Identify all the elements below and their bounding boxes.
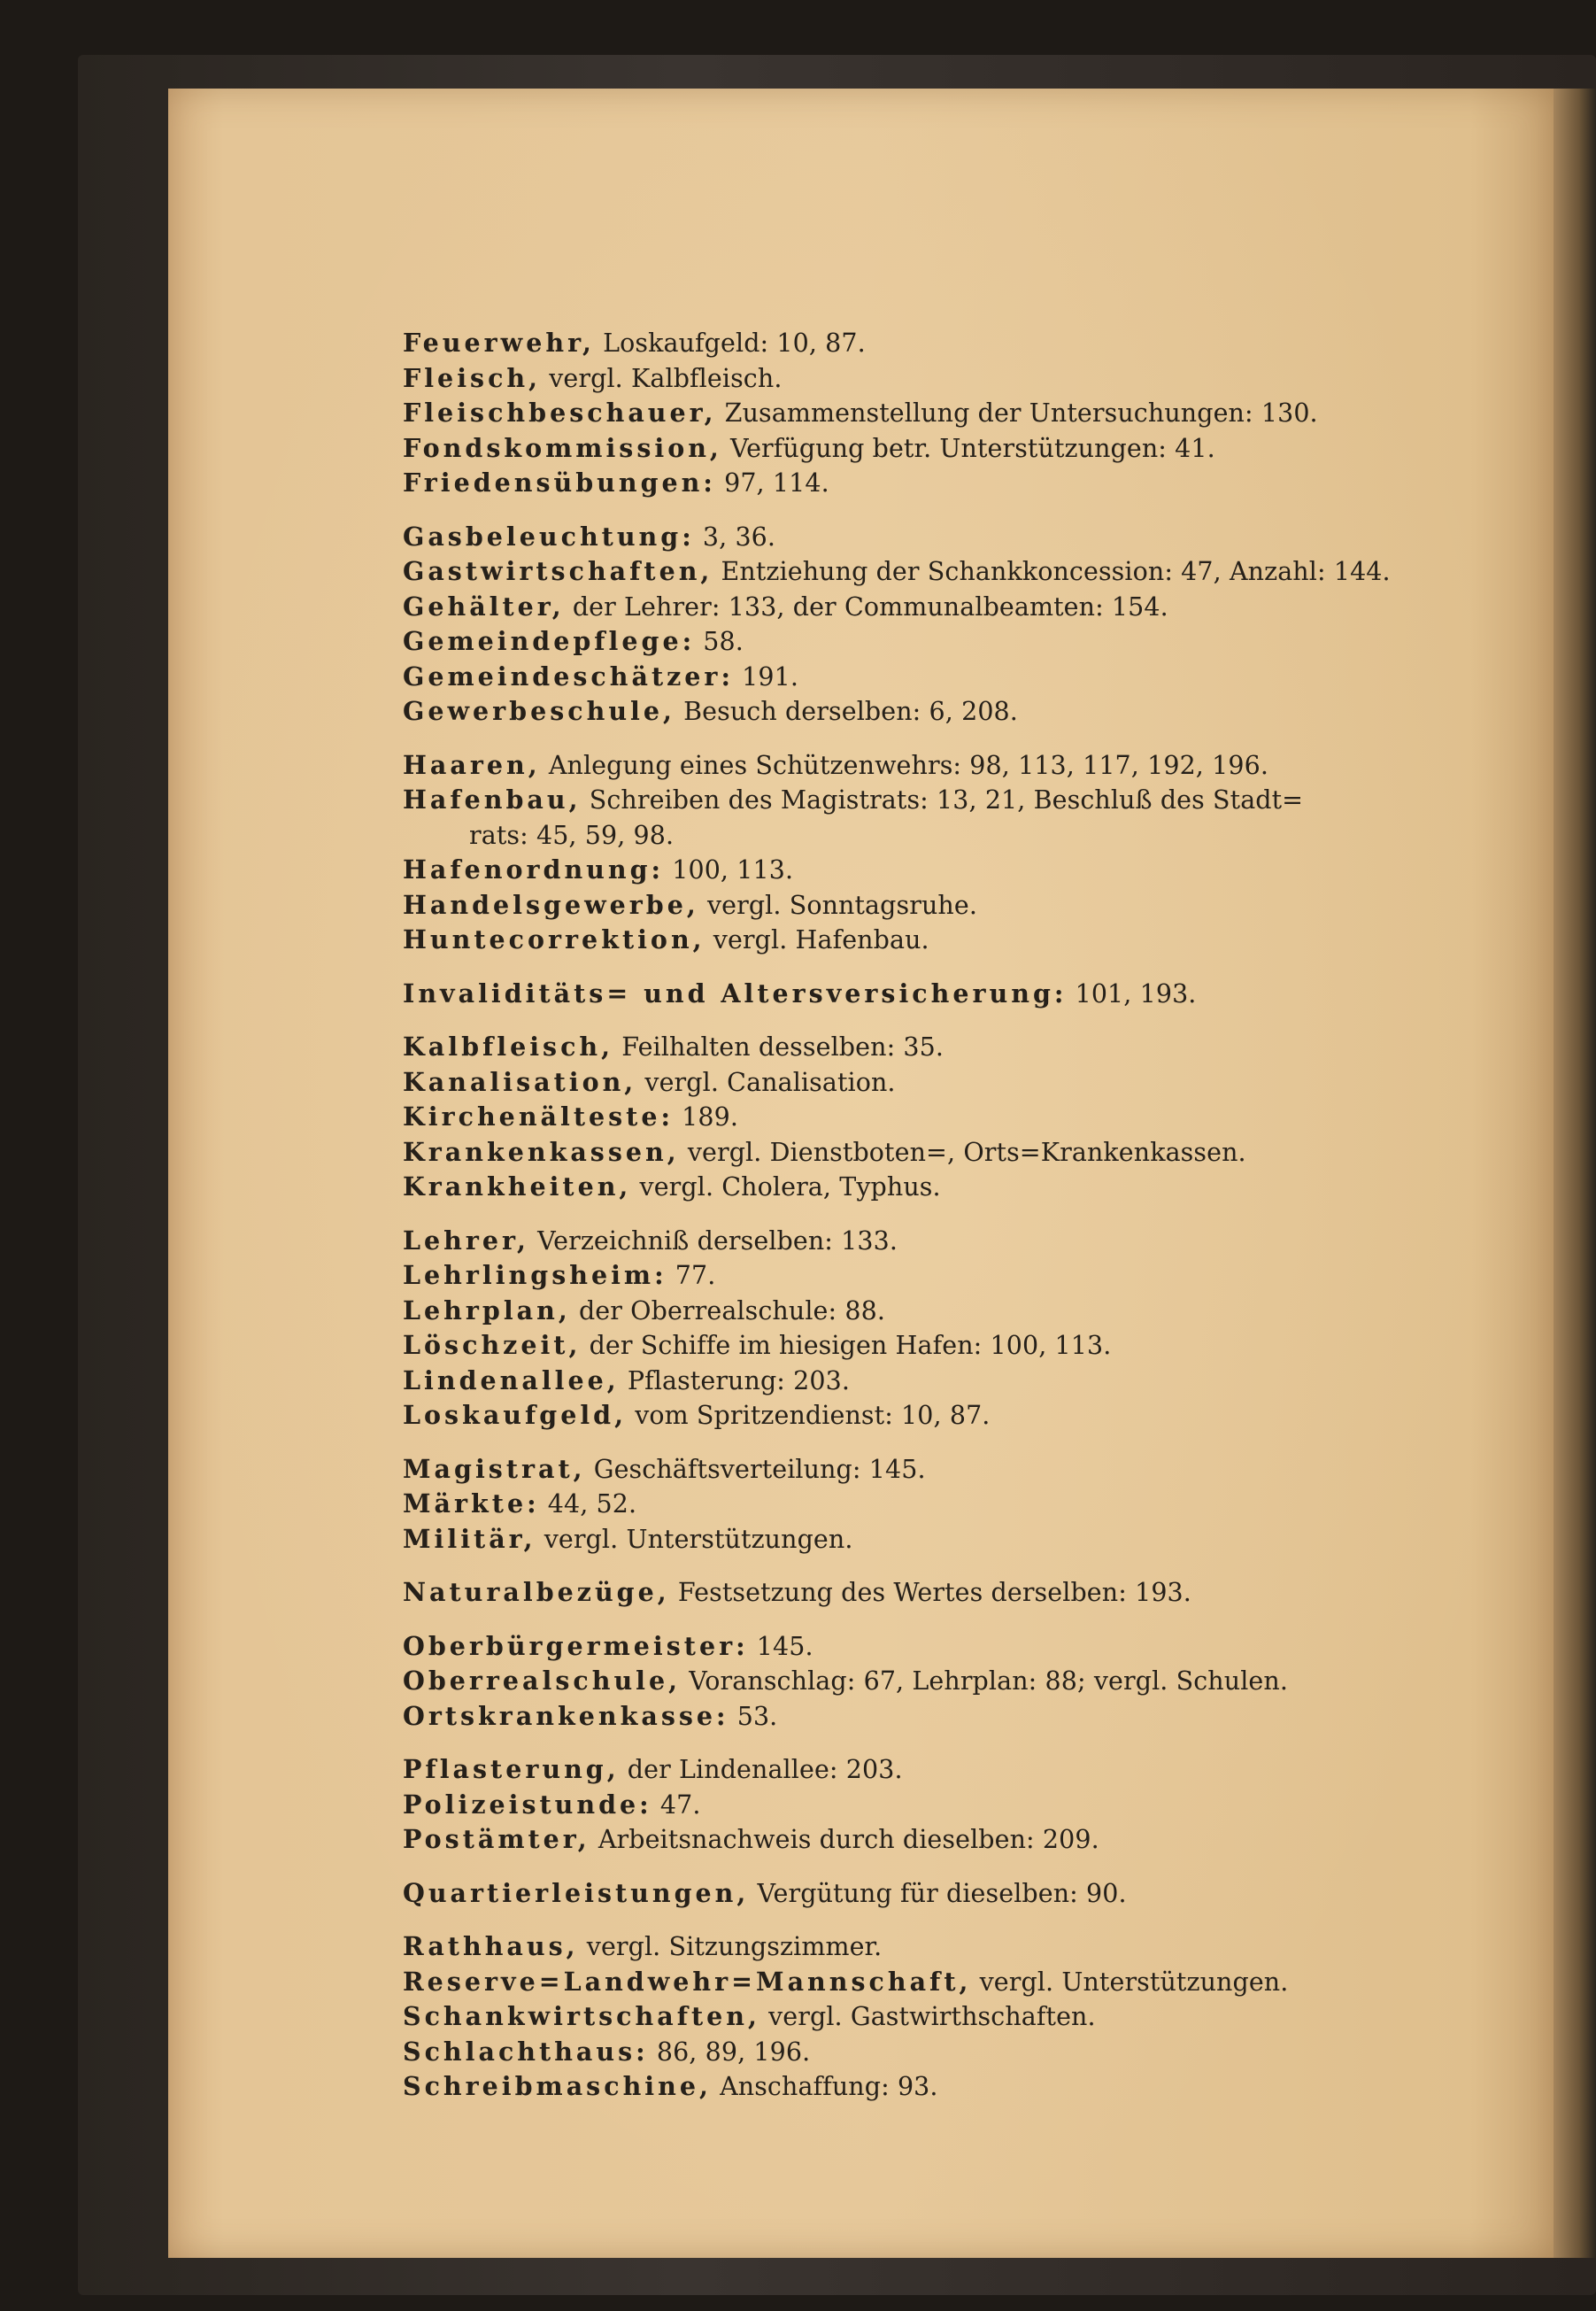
index-reference: der Oberrealschule: 88. [570,1295,885,1326]
index-reference: der Lindenallee: 203. [619,1755,903,1784]
index-entry [403,1999,1465,2035]
index-entry [403,431,1465,467]
index-reference: vergl. Hafenbau. [705,925,929,955]
index-keyword: Gewerbeschule, [403,696,675,726]
index-entry [403,1575,1465,1611]
index-keyword: Gasbeleuchtung: [403,521,695,552]
index-entry [403,1929,1465,1965]
index-reference: Geschäftsverteilung: 145. [585,1454,926,1484]
index-letter-group [403,1752,1465,1858]
index-letter-group [403,748,1465,958]
index-letter-group [403,1452,1465,1557]
index-keyword: Kalbfleisch, [403,1032,614,1062]
index-keyword: Löschzeit, [403,1330,582,1360]
index-keyword: Schlachthaus: [403,2036,649,2067]
index-entry [403,466,1465,501]
index-reference: 53. [729,1701,778,1731]
index-entry [403,1629,1465,1665]
index-reference: Anlegung eines Schützenwehrs: 98, 113, 117, 192, 196. [540,750,1268,780]
index-reference: vom Spritzendienst: 10, 87. [627,1401,991,1430]
index-entry [403,888,1465,924]
index-reference: Arbeitsnachweis durch dieselben: 209. [590,1825,1099,1854]
index-entry [403,520,1465,555]
index-reference: vergl. Kalbfleisch. [541,363,783,393]
index-reference: der Schiffe im hiesigen Hafen: 100, 113. [581,1331,1112,1360]
index-entry [403,1522,1465,1557]
index-reference: Festsetzung des Wertes derselben: 193. [669,1578,1191,1607]
index-keyword: Invaliditäts= und Altersversicherung: [403,978,1068,1009]
index-keyword: Oberrealschule, [403,1666,682,1696]
index-reference: Pflasterung: 203. [619,1365,851,1395]
index-keyword: Oberbürgermeister: [403,1630,749,1661]
index-reference: 3, 36. [694,522,776,552]
index-entry [403,1100,1465,1135]
index-entry [403,923,1465,958]
index-reference: 47. [652,1789,701,1820]
index-reference: vergl. Sonntagsruhe. [698,890,977,920]
index-keyword: Haaren, [403,749,541,780]
index-keyword: Lehrlingsheim: [403,1260,667,1290]
index-keyword: Friedensübungen: [403,468,716,498]
index-reference: 58. [695,627,744,656]
index-entry [403,1224,1465,1259]
index-entry [403,1876,1465,1912]
index-entry [403,1065,1465,1101]
index-entry [403,1170,1465,1205]
index-keyword: Fleisch, [403,362,542,393]
index-reference: 97, 114. [715,468,829,498]
index-entry [403,590,1465,625]
index-entry [403,1788,1465,1823]
index-keyword: Ortskrankenkasse: [403,1700,729,1731]
index-reference: Voranschlag: 67, Lehrplan: 88; vergl. Schulen. [681,1666,1288,1696]
index-reference: 44, 52. [539,1489,637,1519]
index-entry [403,1364,1465,1399]
index-keyword: Märkte: [403,1488,540,1519]
index-keyword: Pflasterung, [403,1754,620,1784]
index-reference: Loskaufgeld: 10, 87. [594,328,866,358]
index-entry [403,1135,1465,1171]
index-entry [403,1664,1465,1699]
index-reference: vergl. Unterstützungen. [971,1967,1289,1997]
index-reference: Zusammenstellung der Untersuchungen: 130. [716,398,1318,428]
index-keyword: Fondskommission, [403,432,722,463]
index-reference: Entziehung der Schankkoncession: 47, Anzahl: 144. [713,557,1391,586]
index-entry [403,1030,1465,1065]
index-reference: vergl. Sitzungszimmer. [578,1932,883,1961]
facing-page-edge [1554,89,1596,2258]
index-reference: Schreiben des Magistrats: 13, 21, Beschluß des Stadt= [581,785,1304,815]
index-reference: 191. [733,661,799,692]
index-entry [403,660,1465,695]
index-reference: Vergütung für dieselben: 90. [749,1878,1127,1908]
index-entry [403,361,1465,397]
index-letter-group [403,520,1465,730]
index-keyword: Krankheiten, [403,1171,632,1202]
index-entry [403,1752,1465,1788]
index-entry [403,1452,1465,1488]
index-keyword: Kanalisation, [403,1066,637,1097]
index-keyword: Kirchenälteste: [403,1101,674,1132]
index-entry [403,2069,1465,2105]
index-list [403,326,1465,2123]
index-entry [403,853,1465,888]
index-entry [403,977,1465,1012]
index-keyword: Schreibmaschine, [403,2071,712,2101]
index-keyword: Handelsgewerbe, [403,889,699,920]
index-entry [403,1487,1465,1522]
index-reference: 86, 89, 196. [648,2037,811,2067]
index-reference: Anschaffung: 93. [711,2072,938,2101]
index-keyword: Lehrer, [403,1225,529,1256]
index-letter-group [403,1224,1465,1434]
index-letter-group [403,1876,1465,1912]
index-keyword: Magistrat, [403,1453,586,1484]
index-entry [403,1699,1465,1735]
index-reference: 189. [674,1102,739,1132]
index-reference: vergl. Canalisation. [636,1067,896,1097]
index-keyword: Lehrplan, [403,1295,571,1326]
index-entry [403,1822,1465,1858]
index-letter-group [403,1629,1465,1735]
index-entry [403,748,1465,784]
index-keyword: Gemeindepflege: [403,626,696,656]
index-keyword: Militär, [403,1523,536,1554]
index-entry [403,1294,1465,1329]
index-keyword: Feuerwehr, [403,328,595,358]
index-letter-group [403,1030,1465,1205]
index-reference: vergl. Dienstboten=, Orts=Krankenkassen. [679,1137,1246,1167]
index-keyword: Gehälter, [403,591,565,622]
index-entry [403,2035,1465,2070]
index-entry [403,396,1465,431]
index-keyword: Fleischbeschauer, [403,398,717,428]
index-letter-group [403,1575,1465,1611]
index-reference: Feilhalten desselben: 35. [613,1032,944,1062]
index-keyword: Gastwirtschaften, [403,556,713,586]
index-keyword: Rathhaus, [403,1931,579,1961]
index-reference: 77. [667,1261,716,1290]
index-entry [403,554,1465,590]
index-entry [403,1258,1465,1294]
index-entry [403,783,1465,818]
index-reference: Verfügung betr. Unterstützungen: 41. [721,433,1215,463]
index-keyword: Naturalbezüge, [403,1577,670,1607]
index-keyword: Hafenbau, [403,785,582,815]
index-reference: 100, 113. [664,855,794,885]
index-keyword: Reserve=Landwehr=Mannschaft, [403,1966,972,1997]
index-entry [403,624,1465,660]
index-letter-group [403,326,1465,501]
index-reference: vergl. Cholera, Typhus. [631,1172,941,1202]
index-keyword: Loskaufgeld, [403,1400,628,1430]
index-reference: der Lehrer: 133, der Communalbeamten: 154. [564,591,1168,622]
index-reference: vergl. Unterstützungen. [536,1524,853,1554]
index-letter-group [403,1929,1465,2105]
index-entry [403,694,1465,730]
index-keyword: Gemeindeschätzer: [403,661,734,692]
index-entry-continuation [403,818,1465,854]
index-reference: Besuch derselben: 6, 208. [675,697,1018,726]
index-keyword: Lindenallee, [403,1364,620,1395]
index-keyword: Hafenordnung: [403,854,665,885]
index-entry [403,1965,1465,2000]
index-reference: vergl. Gastwirthschaften. [759,2002,1096,2031]
index-entry [403,326,1465,361]
index-reference: rats: 45, 59, 98. [469,820,675,850]
index-letter-group [403,977,1465,1012]
index-entry [403,1328,1465,1364]
index-keyword: Krankenkassen, [403,1136,680,1167]
index-keyword: Quartierleistungen, [403,1877,750,1908]
index-reference: 101, 193. [1067,978,1197,1009]
index-reference: 145. [748,1631,813,1661]
index-keyword: Huntecorrektion, [403,924,705,955]
index-keyword: Schankwirtschaften, [403,2001,760,2031]
index-reference: Verzeichniß derselben: 133. [528,1225,898,1256]
index-keyword: Postämter, [403,1824,590,1854]
index-keyword: Polizeistunde: [403,1789,652,1820]
index-entry [403,1398,1465,1434]
